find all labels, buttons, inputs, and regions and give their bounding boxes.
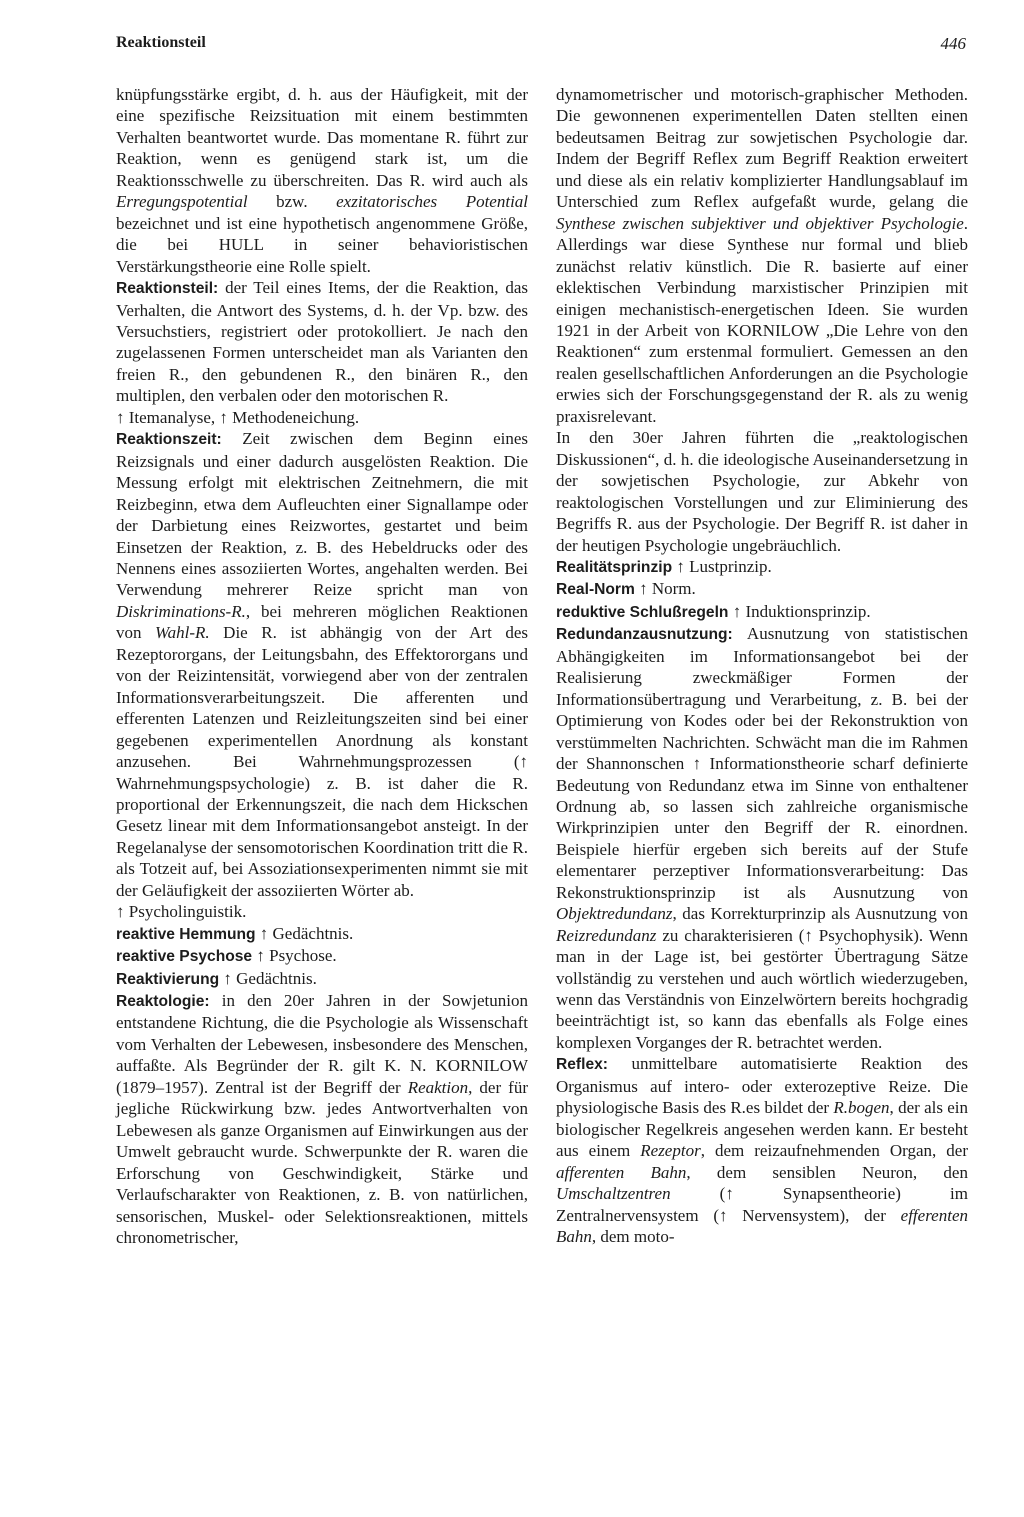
entry-reflex [556, 1053, 968, 1247]
emphasis-term: Wahl-R. [155, 623, 210, 643]
entry-reaktivierung [116, 968, 528, 990]
right-column [556, 84, 968, 1247]
entry-reaktionszeit [116, 428, 528, 922]
emphasis-term: Reizredundanz [556, 925, 657, 945]
entry-text: (↑ Synapsentheorie) im Zentralnervensystem (↑ Nervensystem), der [556, 1184, 968, 1225]
entry-text: zu charakterisieren (↑ Psychophysik). Wenn man in der Lage ist, bei gestörter Übertragung Sätze vollständig zu verstehen und auch wörtlich wiederzugeben, wenn das Verständnis von Einzelwörtern bereits hochgradig beeinträchtigt ist, so kann das ebenfalls als Folge eines komplexen Vorganges der R. betrachtet werden. [556, 925, 968, 1052]
entry-text: , der für jegliche Rückwirkung bzw. jedes Antwortverhalten von Lebewesen als ganze Organismen auf Einwirkungen aus der Umwelt gebraucht wurde. Schwerpunkte der R. waren die Erforschung von Geschwindigkeit, Stärke und Verlaufscharakter von Reaktionen, z. B. von natürlichen, sensorischen, Muskel- oder Selektionsreaktionen, mittels chronometrischer, [116, 1077, 528, 1248]
entry-headword: Reaktologie: [116, 993, 210, 1011]
emphasis-term: Erregungspotential [116, 192, 248, 212]
entry-headword: Real-Norm [556, 581, 635, 599]
entry-reaktologie [116, 990, 528, 1248]
running-head: Reaktionsteil [116, 34, 206, 51]
emphasis-term: efferenten Bahn [556, 1205, 968, 1247]
body-text: . Allerdings war diese Synthese nur formal und blieb zunächst relativ künstlich. Die R. basierte auf einer eklektischen Verbindung marxistischer Prinzipien mit einigen mechanistisch-energetischen Ideen. Sie wurden 1921 in der Arbeit von KORNILOW „Die Lehre von den Reaktionen“ zum erstenmal formuliert. Gemessen an den realen gesellschaftlichen Anforderungen an die Psychologie erwies sich der Forschungsgegenstand der R. als zu wenig praxisrelevant. [556, 213, 968, 426]
entry-text: , dem moto- [591, 1227, 675, 1247]
entry-realitaetsprinzip [556, 556, 968, 578]
page-number: 446 [940, 34, 966, 53]
emphasis-term: Reaktion [407, 1077, 469, 1097]
continuation-paragraph: In den 30er Jahren führten die „reaktologischen Diskussionen“, d. h. die ideologische Auseinandersetzung in der sowjetischen Psychologie, zur Abkehr von reaktologischen Vorstellungen und zur Eliminierung des Begriffs R. aus der Psychologie. Der Begriff R. ist daher in der heutigen Psychologie ungebräuchlich. [556, 428, 968, 555]
entry-headword: reaktive Hemmung [116, 925, 256, 943]
emphasis-term: Synthese zwischen subjektiver und objektiver Psychologie [556, 213, 964, 233]
cross-reference: ↑ Norm. [634, 579, 696, 599]
entry-headword: Redundanzausnutzung: [556, 626, 733, 644]
entry-text: Zeit zwischen dem Beginn eines Reizsignals und einer dadurch ausgelösten Reaktion. Die Messung erfolgt mit elektrischen Zeitnehmern, die mit Reizbeginn, etwa dem Aufleuchten einer Signallampe oder der Darbietung eines Reizwortes, gestartet und beim Einsetzen der Reaktion, z. B. des Hebeldrucks oder des Nennens eines assoziierten Wortes, angehalten werden. Bei Verwendung mehrerer Reize spricht man von [116, 429, 528, 600]
cross-references: ↑ Itemanalyse, ↑ Methodeneichung. [116, 407, 360, 427]
entry-text: in den 20er Jahren in der Sowjetunion entstandene Richtung, die die Psychologie als Wissenschaft vom Verhalten der Lebewesen, insbesondere des Menschen, auffaßte. Als Begründer der R. gilt K. N. KORNILOW (1879–1957). Zentral ist der Begriff der [116, 991, 528, 1097]
emphasis-term: Rezeptor [640, 1141, 701, 1161]
entry-text: , bei mehreren möglichen Reaktionen von [116, 601, 528, 643]
cross-reference: ↑ Induktionsprinzip. [728, 601, 871, 621]
continuation-paragraph [556, 84, 968, 427]
entry-text: , dem sensiblen Neuron, den [686, 1162, 968, 1182]
entry-headword: Reaktionszeit: [116, 431, 222, 449]
entry-headword: Realitätsprinzip [556, 558, 673, 576]
entry-reaktive-hemmung [116, 923, 528, 945]
cross-reference: ↑ Gedächtnis. [255, 923, 354, 943]
body-text: bzw. [247, 192, 337, 212]
page-header [116, 34, 966, 60]
entry-real-norm [556, 578, 968, 600]
body-text: dynamometrischer und motorisch-graphischer Methoden. Die gewonnenen experimentellen Daten stellten einen bedeutsamen Beitrag zur sowjetischen Psychologie dar. Indem der Begriff Reflex zum Begriff Reaktion erweitert und diese als ein relativ komplizierter Handlungsablauf im Unterschied zum Reflex aufgefaßt wurde, gelang die [556, 85, 968, 212]
entry-reaktive-psychose [116, 945, 528, 967]
entry-text: , das Korrekturprinzip als Ausnutzung von [672, 904, 968, 924]
entry-headword: Reaktionsteil: [116, 280, 219, 298]
emphasis-term: exzitatorisches Potential [336, 192, 529, 212]
entry-text: der Teil eines Items, der die Reaktion, das Verhalten, die Antwort des Systems, d. h. der Vp. bzw. des Versuchstiers, registriert oder protokolliert. Je nach den zugelassenen Formen unterscheidet man als Varianten den freien R., den gebundenen R., den binären R., den multiplen, den verbalen oder den motorischen R. [116, 278, 528, 406]
emphasis-term: afferenten Bahn [556, 1162, 687, 1182]
entry-reaktionsteil [116, 277, 528, 428]
cross-reference: ↑ Lustprinzip. [672, 556, 772, 576]
cross-references: ↑ Psycholinguistik. [116, 902, 247, 922]
cross-reference: ↑ Psychose. [252, 946, 337, 966]
entry-text: , der als ein biologischer Regelkreis angesehen werden kann. Er besteht aus einem [556, 1098, 968, 1161]
entry-headword: reaktive Psychose [116, 948, 253, 966]
continuation-paragraph [116, 84, 528, 277]
entry-redundanzausnutzung [556, 623, 968, 1053]
emphasis-term: Umschaltzentren [556, 1184, 671, 1204]
cross-reference: ↑ Gedächtnis. [219, 968, 317, 988]
entry-headword: Reflex: [556, 1056, 608, 1074]
entry-text: , dem reizaufnehmenden Organ, der [700, 1141, 968, 1161]
body-text: knüpfungsstärke ergibt, d. h. aus der Häufigkeit, mit der eine spezifische Reizsituation mit einem bestimmten Verhalten beantwortet wurde. Das momentane R. führt zur Reaktion, wenn es genügend stark ist, um die Reaktionsschwelle zu überschreiten. Das R. wird auch als [116, 85, 528, 190]
left-column [116, 84, 528, 1248]
body-text: bezeichnet und ist eine hypothetisch angenommene Größe, die bei HULL in seiner behavioristischen Verstärkungstheorie eine Rolle spielt. [116, 213, 528, 276]
entry-text: unmittelbare automatisierte Reaktion des Organismus auf intero- oder exterozeptive Reize. Die physiologische Basis des R.es bildet der [556, 1054, 968, 1118]
entry-headword: reduktive Schlußregeln [556, 603, 729, 621]
entry-text: Die R. ist abhängig von der Art des Rezeptororgans, der Leitungsbahn, des Effektororgans und von der Reizintensität, vorwiegend aber von der zentralen Informationsverarbeitungszeit. Die afferenten und efferenten Latenzen und Reizleitungszeiten sind bei einer gegebenen experimentellen Anordnung als konstant anzusehen. Bei Wahrnehmungsprozessen (↑ Wahrnehmungspsychologie) z. B. ist daher die R. proportional der Erkennungszeit, die nach dem Hickschen Gesetz linear mit dem Informationsangebot ansteigt. In der Regelanalyse der sensomotorischen Koordination tritt die R. als Totzeit auf, bei Assoziationsexperimenten nimmt sie mit der Geläufigkeit der assoziierten Wörter ab. [116, 623, 528, 900]
entry-reduktive-schlussregeln [556, 601, 968, 623]
entry-text: Ausnutzung von statistischen Abhängigkeiten im Informationsangebot bei der Realisierung zweckmäßiger Formen der Informationsübertragung und Verarbeitung, z. B. bei der Optimierung von Kodes oder bei der Rekonstruktion von verstümmelten Nachrichten. Schwächt man die im Rahmen der Shannonschen ↑ Informationstheorie scharf definierte Bedeutung von Redundanz etwa im Sinne von enthaltener Ordnung ab, so lassen sich zahlreiche organismische Wirkprinzipien unter den Begriff der R. einordnen. Beispiele hierfür ergeben sich bereits auf der Stufe elementarer perzeptiver Informationsverarbeitung: Das Rekonstruktionsprinzip ist als Ausnutzung von [556, 624, 968, 902]
entry-headword: Reaktivierung [116, 970, 220, 988]
emphasis-term: Diskriminations-R. [116, 601, 246, 621]
emphasis-term: Objektredundanz [556, 904, 673, 924]
emphasis-term: R.bogen [833, 1098, 890, 1118]
